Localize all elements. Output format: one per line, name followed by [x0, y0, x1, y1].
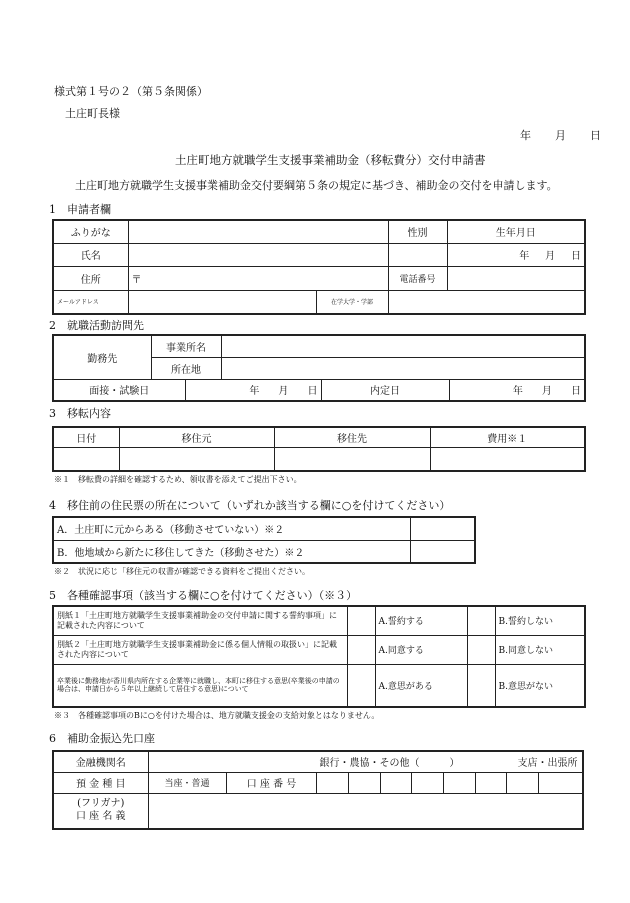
confirm-row-3-a-mark[interactable] [347, 664, 375, 707]
account-digit-8[interactable] [538, 772, 583, 793]
school-label: 在学大学・学部 [316, 290, 388, 314]
confirm-row-2-text: 別紙２「土庄町地方就職学生支援事業補助金に係る個人情報の取扱い」に記載された内容について [53, 635, 347, 664]
deposit-type-label: 預 金 種 目 [53, 772, 148, 793]
bank-kinds: 銀行・農協・その他（ ） [319, 758, 460, 770]
name-label: 氏名 [53, 243, 128, 266]
confirm-row-3-b-mark[interactable] [467, 664, 495, 707]
confirm-row-1-text: 別紙１「土庄町地方就職学生支援事業補助金の交付申請に関する誓約事項」に記載された内容について [53, 606, 347, 635]
account-digit-2[interactable] [349, 772, 381, 793]
interview-year-label: 年 [249, 386, 260, 398]
date-year: 年 [520, 129, 531, 142]
offer-day-label: 日 [571, 386, 581, 398]
job-visit-table [52, 334, 586, 402]
section-4-heading: 4 移住前の住民票の所在について（いずれか該当する欄に○を付けてください） [49, 499, 451, 512]
gender-field[interactable] [388, 243, 447, 266]
residence-option-a: A．土庄町に元からある（移動させていない）※２ [53, 517, 410, 540]
address-label: 住所 [53, 266, 128, 290]
account-number-label: 口 座 番 号 [226, 772, 317, 793]
offer-date-field[interactable] [449, 379, 585, 401]
email-field[interactable] [128, 290, 316, 314]
note-2: ※２ 状況に応じ「移住元の収書が確認できる資料をご提出ください。 [54, 567, 310, 576]
section-6-heading: 6 補助金振込先口座 [49, 732, 155, 745]
confirm-row-1-a-mark[interactable] [347, 606, 375, 635]
bank-name-field[interactable] [148, 751, 583, 772]
note-1: ※１ 移転費の詳細を確認するため、領収書を添えてご提出下さい。 [54, 475, 302, 484]
interview-month-label: 月 [278, 386, 289, 398]
relocation-date-field[interactable] [53, 447, 119, 471]
confirm-row-2-a-mark[interactable] [347, 635, 375, 664]
account-digit-5[interactable] [444, 772, 476, 793]
date-day: 日 [590, 129, 601, 142]
birth-day-label: 日 [571, 251, 581, 262]
addressee: 土庄町長様 [65, 107, 120, 120]
confirm-row-3-b: B.意思がない [495, 664, 585, 707]
interview-date-field[interactable] [185, 379, 321, 401]
birthdate-field[interactable] [447, 243, 585, 266]
account-digit-3[interactable] [380, 772, 412, 793]
residence-option-a-mark[interactable] [410, 517, 475, 540]
account-digit-4[interactable] [412, 772, 444, 793]
location-label: 所在地 [151, 357, 221, 379]
birth-month-label: 月 [545, 251, 556, 262]
confirm-row-2-a: A.同意する [375, 635, 467, 664]
office-name-label: 事業所名 [151, 335, 221, 357]
interview-date-label: 面接・試験日 [53, 379, 185, 401]
offer-month-label: 月 [541, 386, 552, 398]
bank-account-table [52, 750, 584, 830]
relocation-col-from: 移住元 [119, 427, 274, 447]
birth-year-label: 年 [519, 251, 530, 262]
account-digit-1[interactable] [317, 772, 349, 793]
account-holder-label [53, 793, 148, 829]
confirm-row-3-a: A.意思がある [375, 664, 467, 707]
intro-text: 土庄町地方就職学生支援事業補助金交付要綱第５条の規定に基づき、補助金の交付を申請します。 [75, 179, 558, 192]
confirm-row-2-b-mark[interactable] [467, 635, 495, 664]
holder-label: 口 座 名 義 [75, 810, 126, 822]
kana-label: (フリガナ) [77, 798, 125, 810]
workplace-label: 勤務先 [53, 335, 151, 379]
confirm-row-1-b-mark[interactable] [467, 606, 495, 635]
confirm-row-1-a: A.誓約する [375, 606, 467, 635]
form-title: 土庄町地方就職学生支援事業補助金（移転費分）交付申請書 [175, 153, 486, 167]
phone-field[interactable] [447, 266, 585, 290]
relocation-from-field[interactable] [119, 447, 274, 471]
account-holder-field[interactable] [148, 793, 583, 829]
furigana-label: ふりがな [53, 220, 128, 243]
school-field[interactable] [388, 290, 585, 314]
residence-table [52, 516, 476, 564]
relocation-col-to: 移住先 [274, 427, 430, 447]
date-month: 月 [555, 129, 566, 142]
gender-label: 性別 [388, 220, 447, 243]
section-5-heading: 5 各種確認事項（該当する欄に○を付けてください）（※３） [49, 589, 358, 602]
relocation-table [52, 426, 586, 472]
note-3: ※３ 各種確認事項のBに○を付けた場合は、地方就職支援金の支給対象とはなりません。 [54, 711, 380, 720]
location-field[interactable] [221, 357, 585, 379]
residence-option-b-mark[interactable] [410, 540, 475, 563]
confirmation-table [52, 605, 586, 708]
birthdate-label: 生年月日 [447, 220, 585, 243]
confirm-row-3-text: 卒業後に勤務地が香川県内所在する企業等に就職し、本町に移住する意思(卒業後の申請の場合は、申請日から５年以上継続して居住する意思)について [53, 664, 347, 707]
name-field[interactable] [128, 243, 388, 266]
relocation-cost-field[interactable] [430, 447, 585, 471]
relocation-col-date: 日付 [53, 427, 119, 447]
offer-year-label: 年 [512, 386, 523, 398]
office-name-field[interactable] [221, 335, 585, 357]
postal-mark: 〒 [131, 274, 142, 286]
interview-day-label: 日 [307, 386, 318, 398]
section-1-heading: 1 申請者欄 [49, 203, 111, 216]
phone-label: 電話番号 [388, 266, 447, 290]
account-digit-7[interactable] [507, 772, 539, 793]
section-2-heading: 2 就職活動訪問先 [49, 319, 144, 332]
bank-name-label: 金融機関名 [53, 751, 148, 772]
account-digit-6[interactable] [475, 772, 507, 793]
section-3-heading: 3 移転内容 [49, 407, 111, 420]
furigana-field[interactable] [128, 220, 388, 243]
confirm-row-2-b: B.同意しない [495, 635, 585, 664]
address-field[interactable] [128, 266, 388, 290]
relocation-col-cost: 費用※１ [430, 427, 585, 447]
offer-date-label: 内定日 [321, 379, 449, 401]
applicant-table [52, 219, 586, 315]
residence-option-b: B．他地域から新たに移住してきた（移動させた）※２ [53, 540, 410, 563]
email-label: メールアドレス [53, 290, 128, 314]
form-number: 様式第１号の２（第５条関係） [54, 85, 208, 98]
confirm-row-1-b: B.誓約しない [495, 606, 585, 635]
branch-label: 支店・出張所 [517, 758, 578, 770]
relocation-to-field[interactable] [274, 447, 430, 471]
deposit-type-value[interactable]: 当座・普通 [148, 772, 226, 793]
